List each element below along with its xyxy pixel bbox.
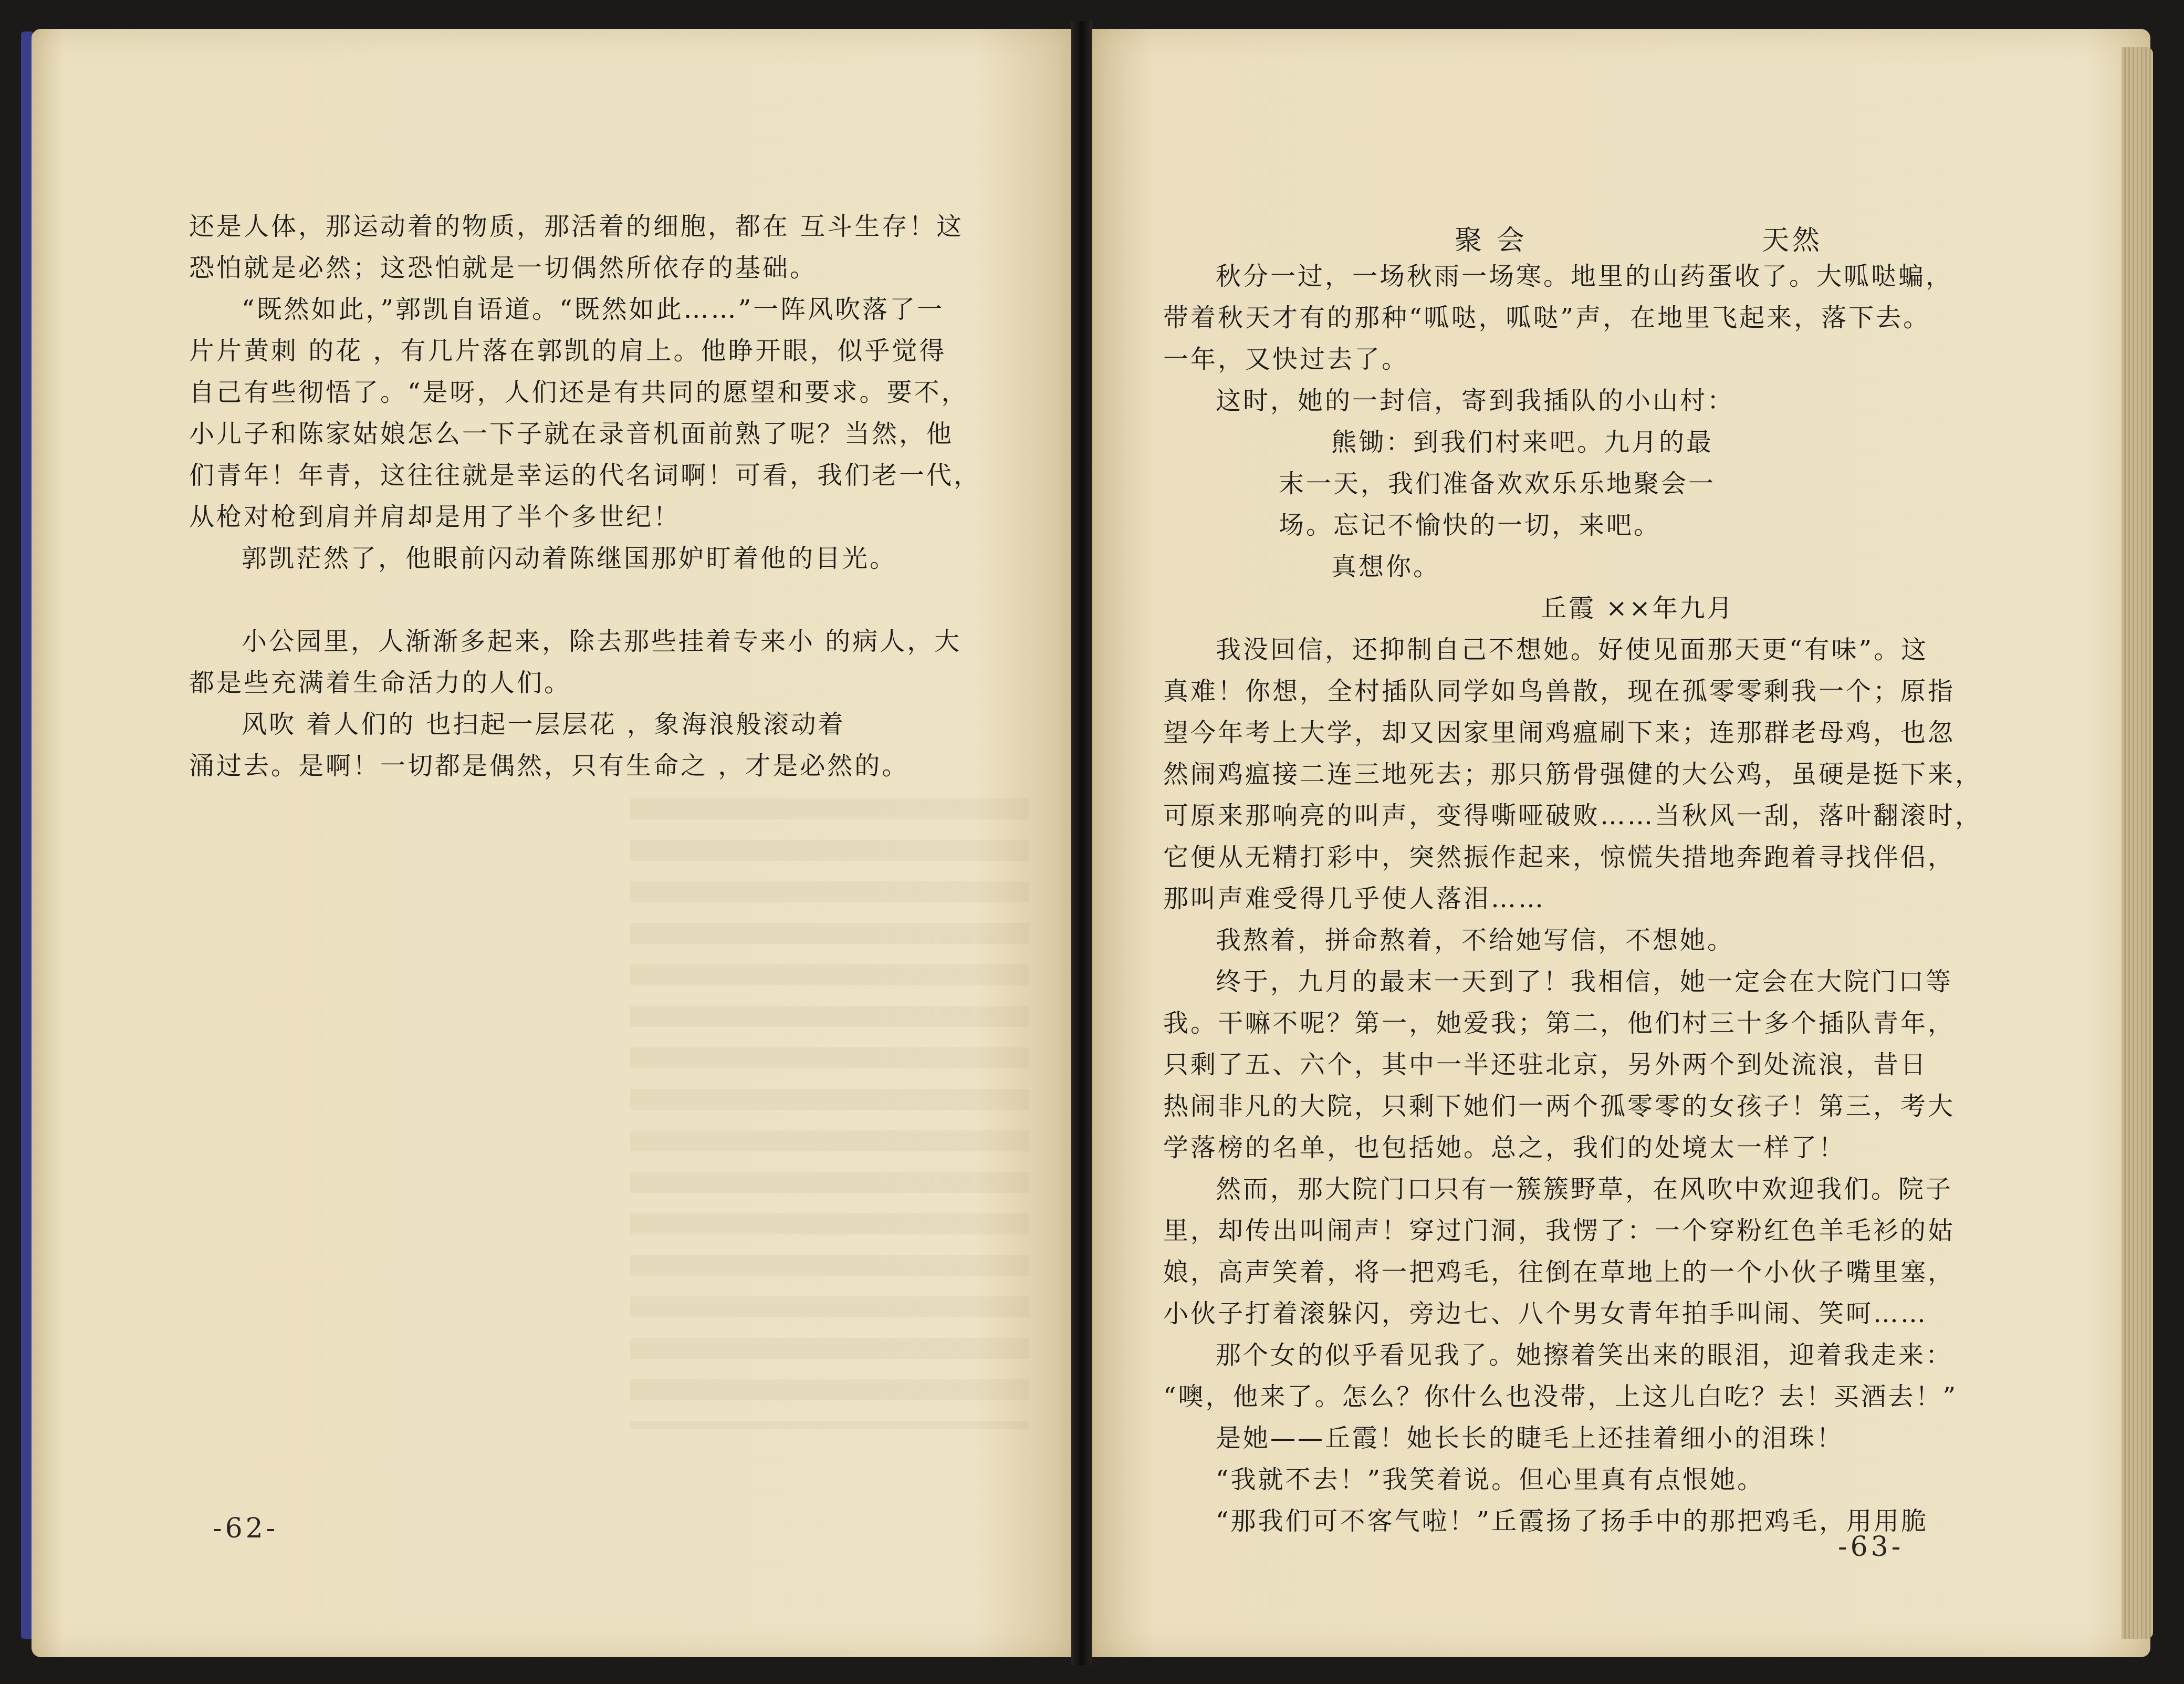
text-line: 我熬着，拼命熬着，不给她写信，不想她。 (1216, 926, 1735, 955)
text-line: 自己有些彻悟了。“是呀，人们还是有共同的愿望和要求。要不， (189, 378, 969, 407)
text-line: 郭凯茫然了，他眼前闪动着陈继国那妒盯着他的目光。 (242, 544, 897, 573)
letter-line: 真想你。 (1331, 552, 1441, 581)
text-line: 一年，又快过去了。 (1163, 345, 1409, 374)
text-line: 小伙子打着滚躲闪，旁边七、八个男女青年拍手叫闹、笑呵…… (1163, 1299, 1928, 1328)
text-line: 我。干嘛不呢？第一，她爱我；第二，他们村三十多个插队青年， (1163, 1009, 1956, 1038)
text-line: 然而，那大院门口只有一簇簇野草，在风吹中欢迎我们。院子 (1216, 1174, 1953, 1204)
left-page-text (189, 206, 1040, 787)
text-line: 里，却传出叫闹声！穿过门洞，我愣了：一个穿粉红色羊毛衫的姑 (1163, 1216, 1956, 1245)
page-number-right: -63- (1838, 1531, 1904, 1563)
text-line: 我没回信，还抑制自己不想她。好使见面那天更“有味”。这 (1216, 635, 1929, 664)
text-line: “那我们可不客气啦！”丘霞扬了扬手中的那把鸡毛，用用脆 (1216, 1506, 1929, 1536)
letter-line: 场。忘记不愉快的一切，来吧。 (1279, 511, 1661, 540)
letter-signature: 丘霞 ××年九月 (1541, 594, 1734, 623)
text-line: 只剩了五、六个，其中一半还驻北京，另外两个到处流浪，昔日 (1163, 1050, 1928, 1079)
text-line: 然闹鸡瘟接二连三地死去；那只筋骨强健的大公鸡，虽硬是挺下来， (1163, 760, 1983, 789)
text-line: “噢，他来了。怎么？你什么也没带，上这儿白吃？去！买酒去！” (1163, 1382, 1958, 1411)
text-line: 片片黄刺 的花 ，有几片落在郭凯的肩上。他睁开眼，似乎觉得 (189, 336, 947, 366)
text-line: 真难！你想，全村插队同学如鸟兽散，现在孤零零剩我一个；原指 (1163, 677, 1956, 706)
text-line: 都是些充满着生命活力的人们。 (189, 668, 572, 698)
bleed-through-text (630, 798, 1029, 1429)
text-line: 那叫声难受得几乎使人落泪…… (1163, 884, 1546, 913)
text-line: 它便从无精打彩中，突然振作起来，惊慌失措地奔跑着寻找伴侣， (1163, 843, 1956, 872)
text-line: 秋分一过，一场秋雨一场寒。地里的山药蛋收了。大呱哒蝙， (1216, 262, 1953, 291)
text-line: 这时，她的一封信，寄到我插队的小山村： (1216, 386, 1735, 415)
title-spacer (1163, 214, 2014, 256)
letter-line: 末一天，我们准备欢欢乐乐地聚会一 (1279, 469, 1716, 498)
text-line: 风吹 着人们的 也扫起一层层花 ，象海浪般滚动着 (242, 710, 845, 739)
text-line: 终于，九月的最末一天到了！我相信，她一定会在大院门口等 (1216, 967, 1953, 996)
text-line: 恐怕就是必然；这恐怕就是一切偶然所依存的基础。 (189, 253, 818, 283)
author-name: 天然 (1762, 225, 1823, 256)
book-gutter (1071, 21, 1092, 1665)
text-line: 涌过去。是啊！一切都是偶然，只有生命之 ，才是必然的。 (189, 751, 910, 781)
text-line: “既然如此，”郭凯自语道。“既然如此……”一阵风吹落了一 (242, 295, 945, 324)
text-line: 那个女的似乎看见我了。她擦着笑出来的眼泪，迎着我走来： (1216, 1340, 1953, 1370)
right-page-text (1163, 214, 2014, 1542)
text-line: 们青年！年青，这往往就是幸运的代名词啊！可看，我们老一代， (189, 461, 981, 490)
section-break (189, 579, 1040, 621)
text-line: 还是人体，那运动着的物质，那活着的细胞，都在 互斗生存！这 (189, 212, 964, 241)
text-line: 带着秋天才有的那种“呱哒，呱哒”声，在地里飞起来，落下去。 (1163, 303, 1931, 332)
page-edges (2122, 47, 2153, 1639)
letter-line: 熊锄：到我们村来吧。九月的最 (1331, 428, 1714, 457)
text-line: 是她——丘霞！她长长的睫毛上还挂着细小的泪珠！ (1216, 1423, 1844, 1453)
text-line: 小公园里，人渐渐多起来，除去那些挂着专来小 的病人，大 (242, 627, 962, 656)
story-title: 聚 会 (1455, 225, 1528, 256)
text-line: 从枪对枪到肩并肩却是用了半个多世纪！ (189, 502, 681, 532)
text-line: 望今年考上大学，却又因家里闹鸡瘟刷下来；连那群老母鸡，也忽 (1163, 718, 1956, 747)
text-line: 学落榜的名单，也包括她。总之，我们的处境太一样了！ (1163, 1133, 1846, 1162)
text-line: 娘，高声笑着，将一把鸡毛，往倒在草地上的一个小伙子嘴里塞， (1163, 1257, 1956, 1287)
page-number-left: -62- (213, 1513, 279, 1544)
text-line: 小儿子和陈家姑娘怎么一下子就在录音机面前熟了呢？当然，他 (189, 419, 954, 449)
text-line: 热闹非凡的大院，只剩下她们一两个孤零零的女孩子！第三，考大 (1163, 1092, 1956, 1121)
text-line: 可原来那响亮的叫声，变得嘶哑破败……当秋风一刮，落叶翻滚时， (1163, 801, 1983, 830)
text-line: “我就不去！”我笑着说。但心里真有点恨她。 (1216, 1465, 1765, 1494)
